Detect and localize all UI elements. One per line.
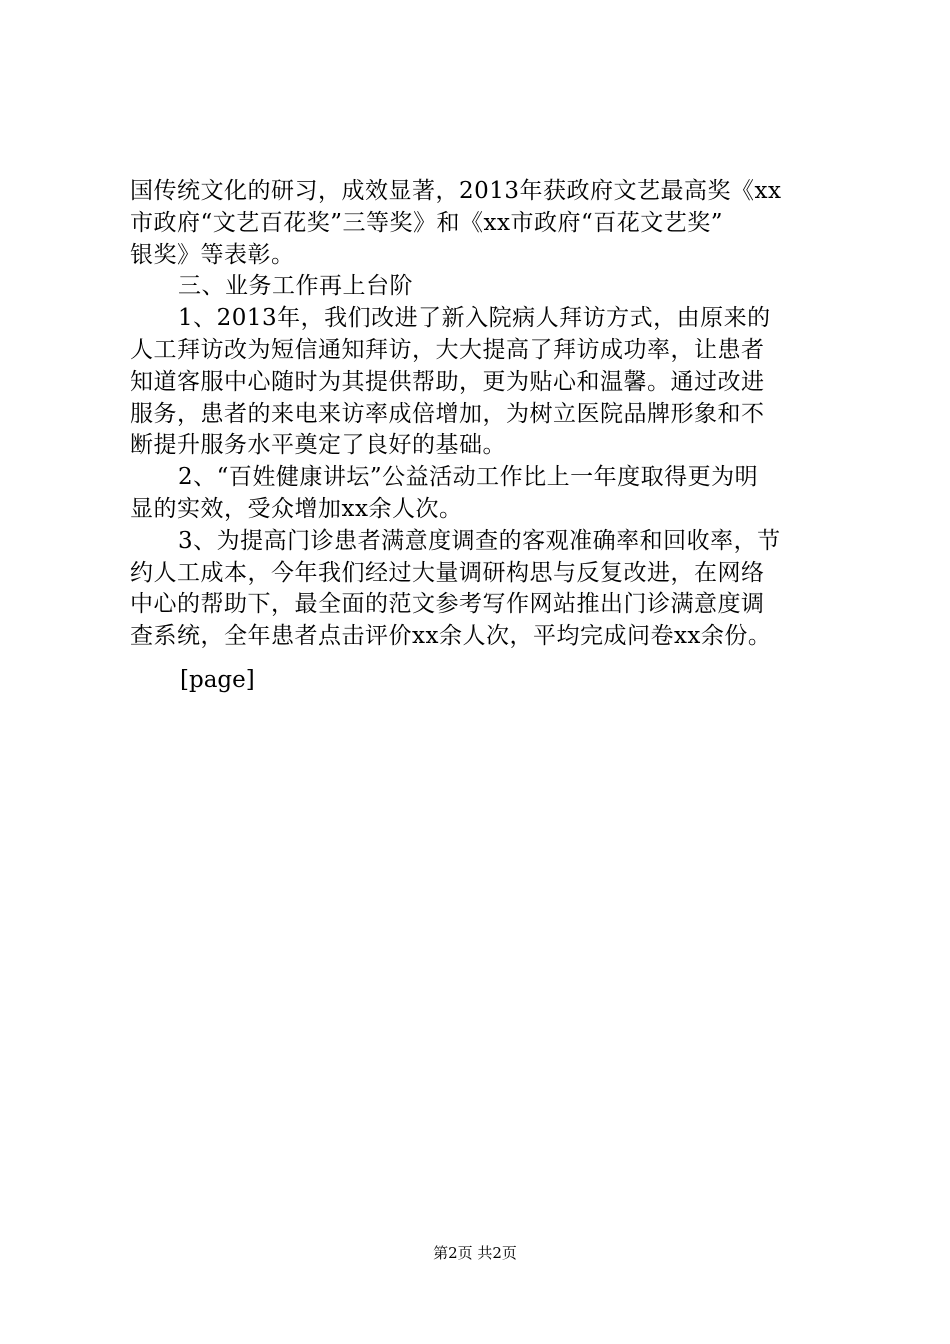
text-line: 中心的帮助下，最全面的范文参考写作网站推出门诊满意度调 [130, 591, 765, 618]
text-line: 3、为提高门诊患者满意度调查的客观准确率和回收率，节 [178, 527, 781, 554]
text-line: 银奖》等表彰。 [130, 241, 295, 268]
text-line: 服务，患者的来电来访率成倍增加，为树立医院品牌形象和不 [130, 400, 765, 427]
text-line: 查系统，全年患者点击评价xx余人次，平均完成问卷xx余份。 [130, 623, 772, 650]
text-line: 市政府“文艺百花奖”三等奖》和《xx市政府“百花文艺奖” [130, 209, 723, 236]
text-line: 2、“百姓健康讲坛”公益活动工作比上一年度取得更为明 [178, 464, 759, 491]
text-line: 知道客服中心随时为其提供帮助，更为贴心和温馨。通过改进 [130, 368, 765, 395]
text-line: 1、2013年，我们改进了新入院病人拜访方式，由原来的 [178, 305, 771, 332]
page-marker: [page] [180, 667, 255, 693]
text-line: 断提升服务水平奠定了良好的基础。 [130, 432, 506, 459]
page-footer: 第2页 共2页 [433, 1244, 517, 1262]
text-line: 显的实效，受众增加xx余人次。 [130, 495, 463, 522]
text-line: 约人工成本，今年我们经过大量调研构思与反复改进，在网络 [130, 559, 765, 586]
section-heading: 三、业务工作再上台阶 [178, 273, 413, 300]
text-line: 人工拜访改为短信通知拜访，大大提高了拜访成功率，让患者 [130, 336, 765, 363]
document-body [130, 176, 840, 653]
text-line: 国传统文化的研习，成效显著，2013年获政府文艺最高奖《xx [130, 178, 782, 204]
